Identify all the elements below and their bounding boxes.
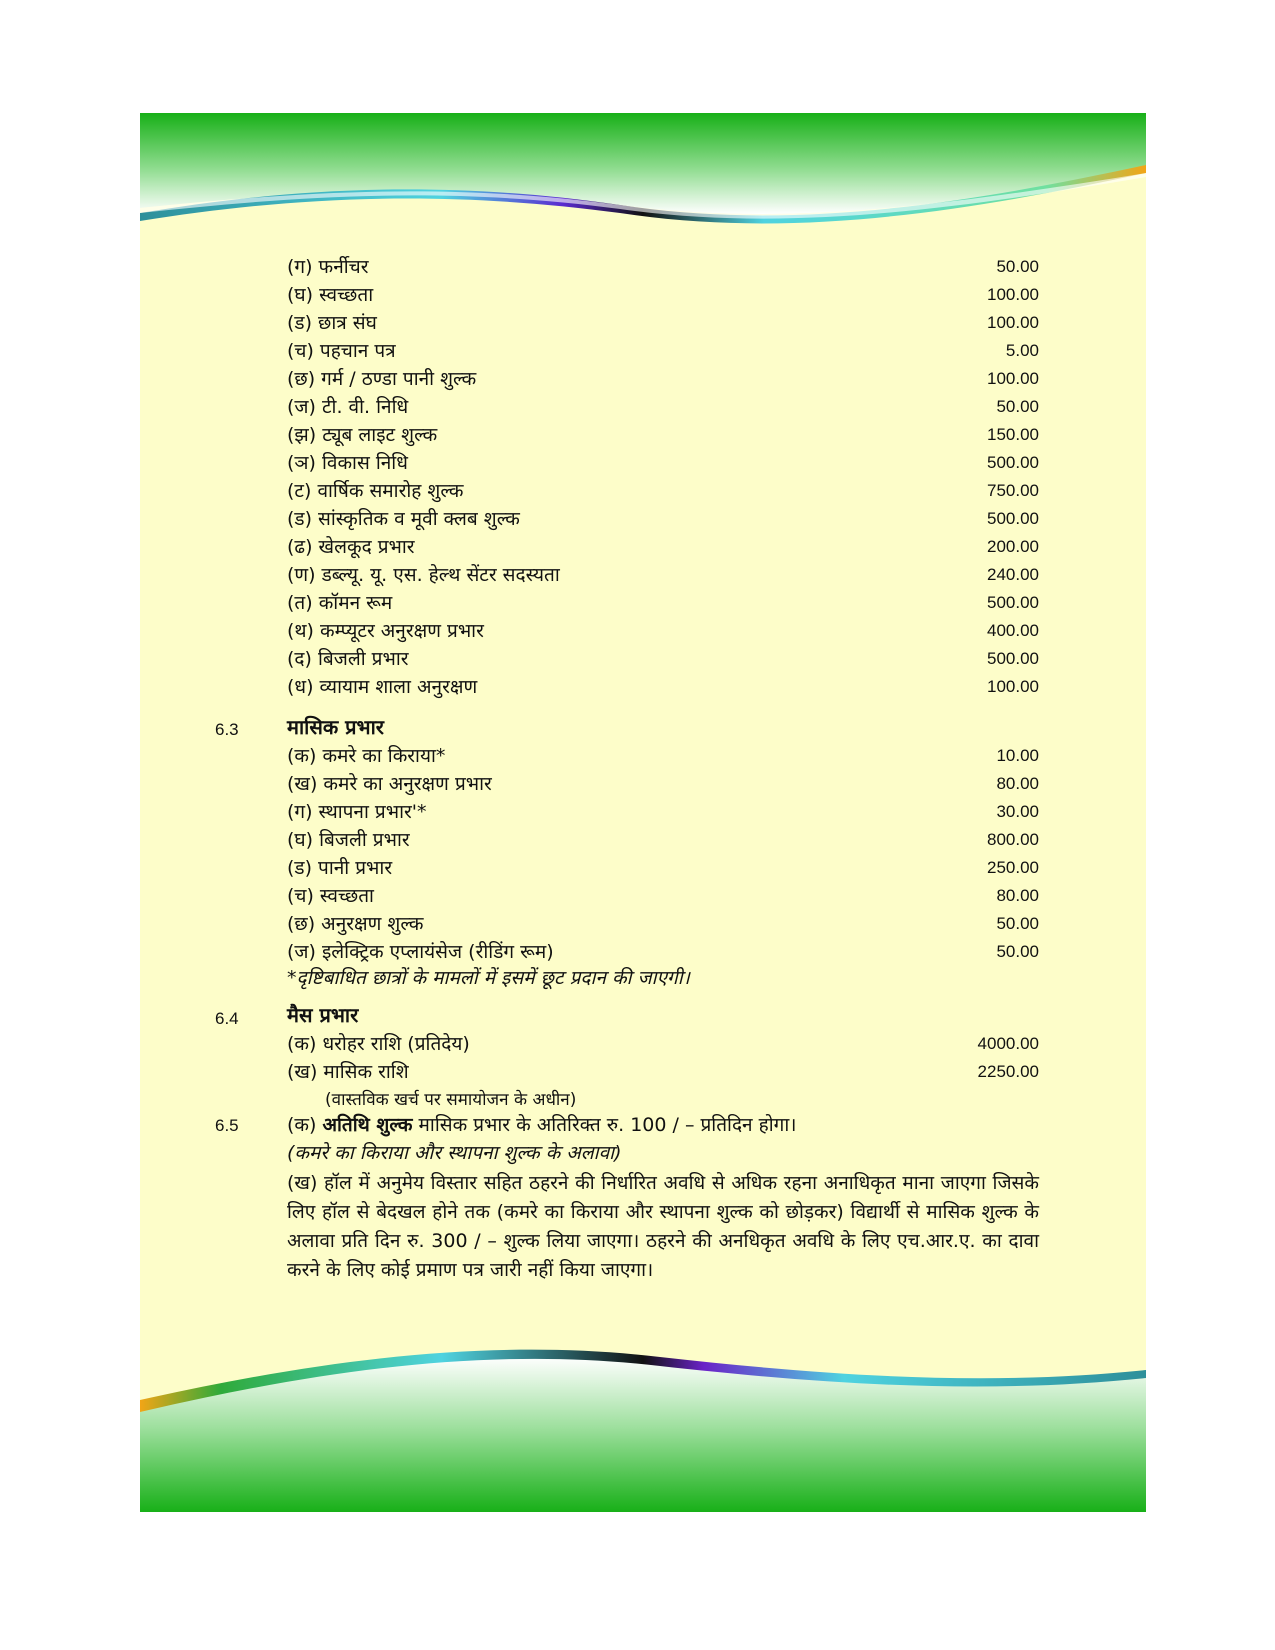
fee-row <box>287 911 1039 937</box>
fee-amount: 100.00 <box>987 285 1039 304</box>
fee-label: (ट) वार्षिक समारोह शुल्क <box>287 480 464 502</box>
guest-fee-prefix: (क) <box>287 1114 323 1136</box>
fee-amount: 750.00 <box>987 481 1039 500</box>
fee-row <box>287 799 1039 825</box>
fee-amount: 50.00 <box>996 257 1039 276</box>
guest-fee-line <box>287 1111 1039 1140</box>
fee-label: (छ) अनुरक्षण शुल्क <box>287 913 424 935</box>
section-title: मैस प्रभार <box>287 1003 359 1027</box>
fee-row <box>287 422 1039 448</box>
fee-label: (ज) इलेक्ट्रिक एप्लायंसेज (रीडिंग रूम) <box>287 941 554 963</box>
fee-label: (क) धरोहर राशि (प्रतिदेय) <box>287 1033 470 1055</box>
fee-amount: 240.00 <box>987 565 1039 584</box>
fee-row <box>287 366 1039 392</box>
guest-fee-note: (कमरे का किराया और स्थापना शुल्क के अलावा) <box>287 1142 622 1164</box>
fee-amount: 150.00 <box>987 425 1039 444</box>
footnote: *दृष्टिबाधित छात्रों के मामलों में इसमें छूट प्रदान की जाएगी। <box>287 967 690 989</box>
fee-label: (क) कमरे का किराया* <box>287 745 446 767</box>
fee-row <box>287 282 1039 308</box>
fee-amount: 80.00 <box>996 886 1039 905</box>
fee-row <box>287 883 1039 909</box>
guest-fee-label: अतिथि शुल्क <box>322 1114 413 1136</box>
fee-amount: 500.00 <box>987 453 1039 472</box>
fee-amount: 2250.00 <box>977 1062 1039 1081</box>
fee-row <box>287 743 1039 769</box>
fee-row <box>287 827 1039 853</box>
bottom-decorative-wave <box>140 1322 1146 1512</box>
section-title: मासिक प्रभार <box>287 715 384 739</box>
fee-amount: 30.00 <box>996 802 1039 821</box>
fee-amount: 100.00 <box>987 369 1039 388</box>
fee-amount: 400.00 <box>987 621 1039 640</box>
top-decorative-wave <box>140 113 1146 248</box>
fee-label: (ग) स्थापना प्रभार'* <box>287 801 427 823</box>
fee-row <box>287 310 1039 336</box>
fee-amount: 4000.00 <box>977 1034 1039 1053</box>
fee-amount: 100.00 <box>987 677 1039 696</box>
fee-label: (घ) स्वच्छता <box>287 284 374 306</box>
fee-label: (ख) मासिक राशि <box>287 1061 409 1083</box>
fee-amount: 500.00 <box>987 593 1039 612</box>
fee-label: (छ) गर्म / ठण्डा पानी शुल्क <box>287 368 477 390</box>
fee-row <box>287 618 1039 644</box>
fee-row <box>287 478 1039 504</box>
section-number: 6.3 <box>215 720 239 739</box>
fee-amount: 200.00 <box>987 537 1039 556</box>
fee-row <box>287 1059 1039 1085</box>
fee-amount: 500.00 <box>987 509 1039 528</box>
fee-row <box>287 646 1039 672</box>
fee-label: (ड) छात्र संघ <box>287 312 377 334</box>
fee-label: (ण) डब्ल्यू. यू. एस. हेल्थ सेंटर सदस्यता <box>287 564 560 586</box>
fee-row <box>287 394 1039 420</box>
fee-label: (घ) बिजली प्रभार <box>287 829 410 851</box>
section-number: 6.5 <box>215 1116 239 1135</box>
fee-row <box>287 674 1039 700</box>
fee-label: (त) कॉमन रूम <box>287 592 393 614</box>
document-page <box>140 113 1146 1512</box>
fee-label: (च) स्वच्छता <box>287 885 374 907</box>
fee-amount: 5.00 <box>1005 341 1039 360</box>
fee-label: (द) बिजली प्रभार <box>287 648 409 670</box>
fee-amount: 50.00 <box>996 942 1039 961</box>
fee-label: (ञ) विकास निधि <box>287 452 408 474</box>
fee-row <box>287 562 1039 588</box>
fee-amount: 10.00 <box>996 746 1039 765</box>
guest-fee-text: मासिक प्रभार के अतिरिक्त रु. 100 / – प्रतिदिन होगा। <box>412 1114 797 1136</box>
fee-amount: 50.00 <box>996 397 1039 416</box>
fee-row <box>287 338 1039 364</box>
fee-row <box>287 534 1039 560</box>
fee-label: (ड) सांस्कृतिक व मूवी क्लब शुल्क <box>287 508 520 530</box>
fee-amount: 250.00 <box>987 858 1039 877</box>
fee-label: (ग) फर्नीचर <box>287 256 369 278</box>
overstay-paragraph: (ख) हॉल में अनुमेय विस्तार सहित ठहरने की निर्धारित अवधि से अधिक रहना अनाधिकृत माना जाएगा जिसके लिए हॉल से बेदखल होने तक (कमरे का किराया और स्थापना शुल्क को छोड़कर) विद्यार्थी से मासिक शुल्क के अलावा प्रति दिन रु. 300 / – शुल्क लिया जाएगा। ठहरने की अनधिकृत अवधि के लिए एच.आर.ए. का दावा करने के लिए कोई प्रमाण पत्र जारी नहीं किया जाएगा। <box>287 1172 1039 1281</box>
fee-label: (झ) ट्यूब लाइट शुल्क <box>287 424 438 446</box>
fee-label: (थ) कम्प्यूटर अनुरक्षण प्रभार <box>287 620 484 642</box>
fee-amount: 800.00 <box>987 830 1039 849</box>
fee-label: (ढ) खेलकूद प्रभार <box>287 536 415 558</box>
fee-label: (ख) कमरे का अनुरक्षण प्रभार <box>287 773 492 795</box>
fee-row <box>287 939 1039 965</box>
fee-amount: 100.00 <box>987 313 1039 332</box>
fee-label: (च) पहचान पत्र <box>287 340 396 362</box>
fee-amount: 500.00 <box>987 649 1039 668</box>
fee-label: (ध) व्यायाम शाला अनुरक्षण <box>287 676 478 698</box>
fee-amount: 80.00 <box>996 774 1039 793</box>
fee-row <box>287 771 1039 797</box>
adjustment-note: (वास्तविक खर्च पर समायोजन के अधीन) <box>325 1090 577 1110</box>
fee-row <box>287 254 1039 280</box>
fee-row <box>287 1031 1039 1057</box>
fee-label: (ज) टी. वी. निधि <box>287 396 409 418</box>
fee-label: (ड) पानी प्रभार <box>287 857 393 879</box>
section-number: 6.4 <box>215 1009 239 1028</box>
fee-row <box>287 450 1039 476</box>
fee-row <box>287 506 1039 532</box>
fee-row <box>287 590 1039 616</box>
fee-amount: 50.00 <box>996 914 1039 933</box>
fee-row <box>287 855 1039 881</box>
